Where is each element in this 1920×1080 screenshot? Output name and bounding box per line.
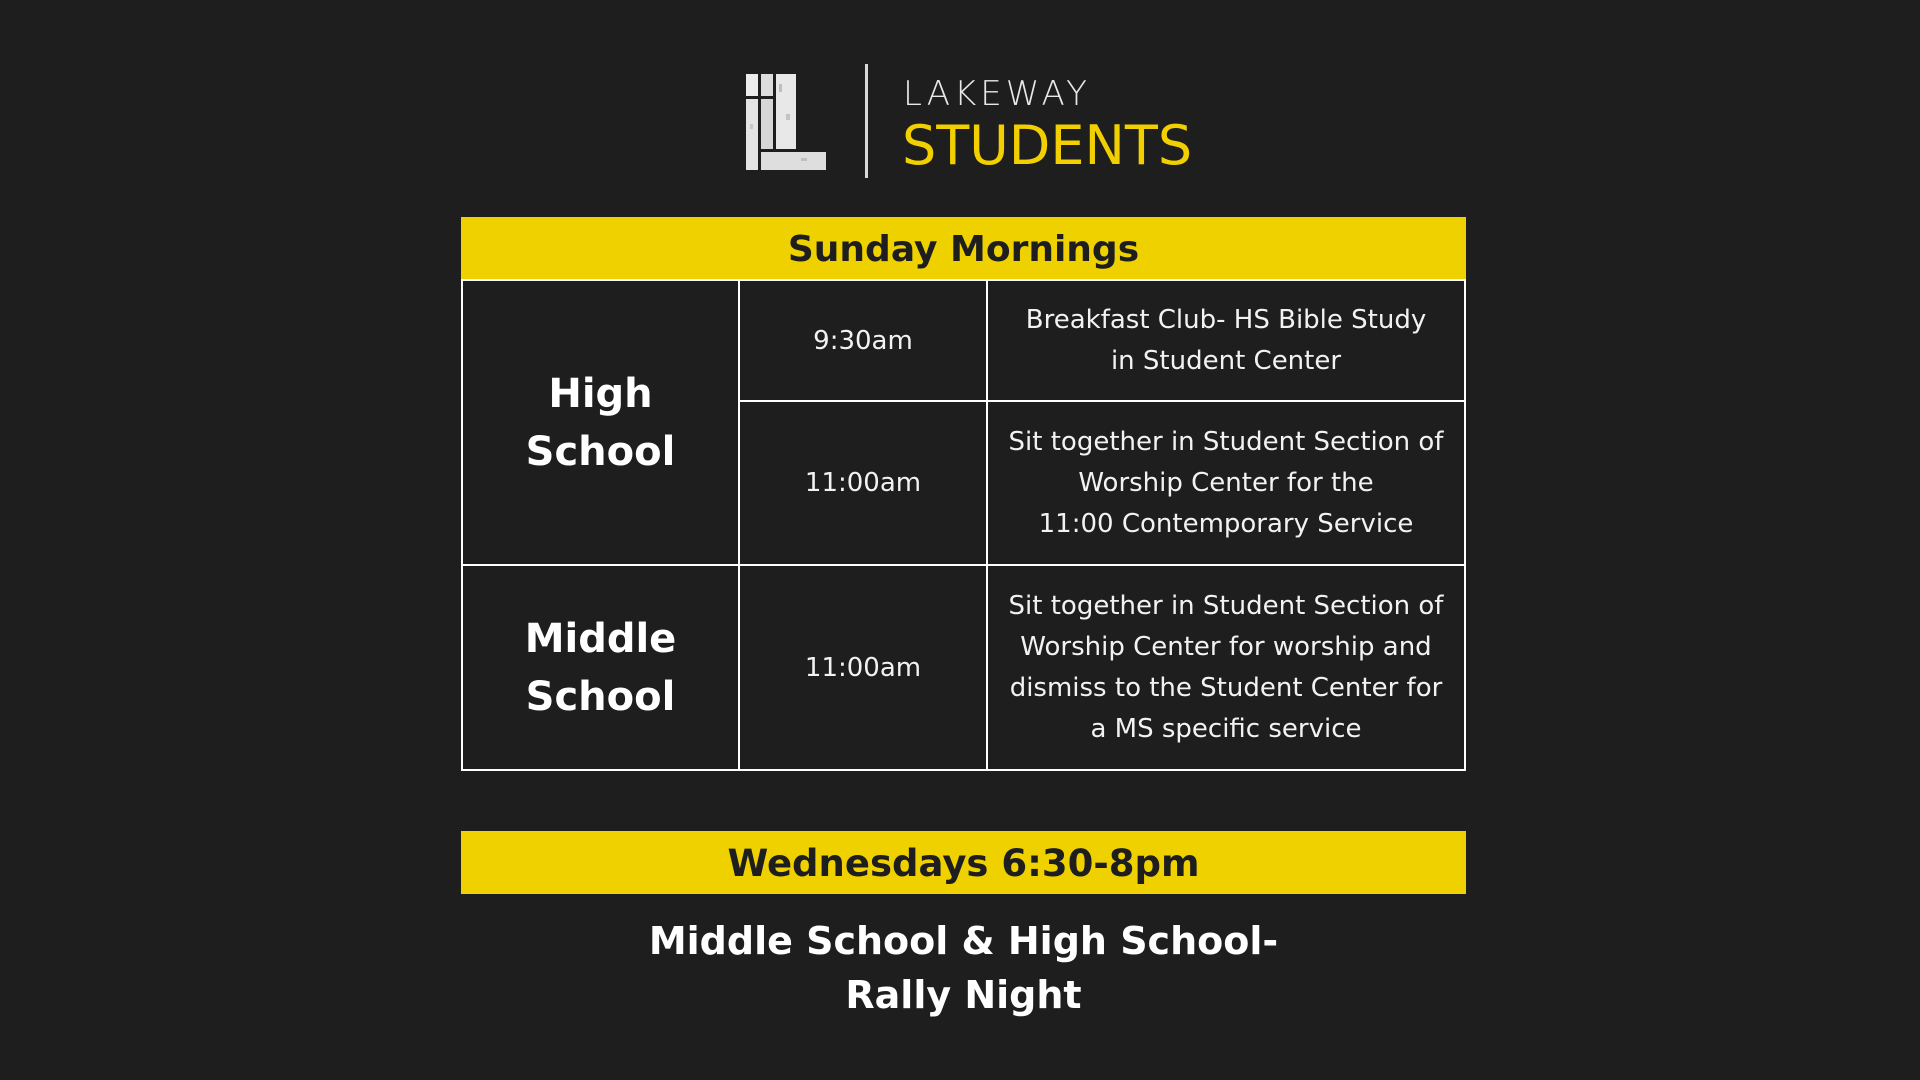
table-row [462, 280, 1465, 401]
description-line: Worship Center for the [1078, 467, 1374, 498]
time-cell: 11:00am [739, 401, 987, 565]
group-name-line: School [525, 673, 676, 720]
sunday-schedule-table [461, 279, 1466, 771]
time-cell: 11:00am [739, 565, 987, 770]
description-line: Sit together in Student Section of [1008, 426, 1444, 457]
description-line: dismiss to the Student Center for [1009, 672, 1443, 703]
description-line: 11:00 Contemporary Service [1038, 508, 1414, 539]
group-name-line: High [548, 370, 653, 417]
description-line: Worship Center for worship and [1020, 631, 1432, 662]
description-line: Sit together in Student Section of [1008, 590, 1444, 621]
brand-header [746, 64, 1193, 178]
description-cell [987, 280, 1465, 401]
lakeway-il-logo-icon [746, 74, 826, 170]
wednesday-note [461, 914, 1466, 1022]
group-name-line: Middle [524, 615, 677, 662]
description-line: Breakfast Club- HS Bible Study [1025, 304, 1427, 335]
brand-divider [865, 64, 868, 178]
group-name-line: School [525, 428, 676, 475]
wednesdays-banner: Wednesdays 6:30-8pm [461, 831, 1466, 894]
brand-name-lakeway: LAKEWAY [903, 74, 1091, 114]
group-cell-high-school [462, 280, 739, 565]
wednesday-note-line: Middle School & High School- [648, 919, 1279, 963]
time-cell: 9:30am [739, 280, 987, 401]
wednesday-note-line: Rally Night [845, 973, 1082, 1017]
description-cell [987, 565, 1465, 770]
description-line: a MS specific service [1090, 713, 1362, 744]
description-cell [987, 401, 1465, 565]
table-row [462, 565, 1465, 770]
description-line: in Student Center [1110, 345, 1342, 376]
sunday-mornings-banner: Sunday Mornings [461, 217, 1466, 279]
brand-name-students: STUDENTS [902, 114, 1193, 177]
group-cell-middle-school [462, 565, 739, 770]
